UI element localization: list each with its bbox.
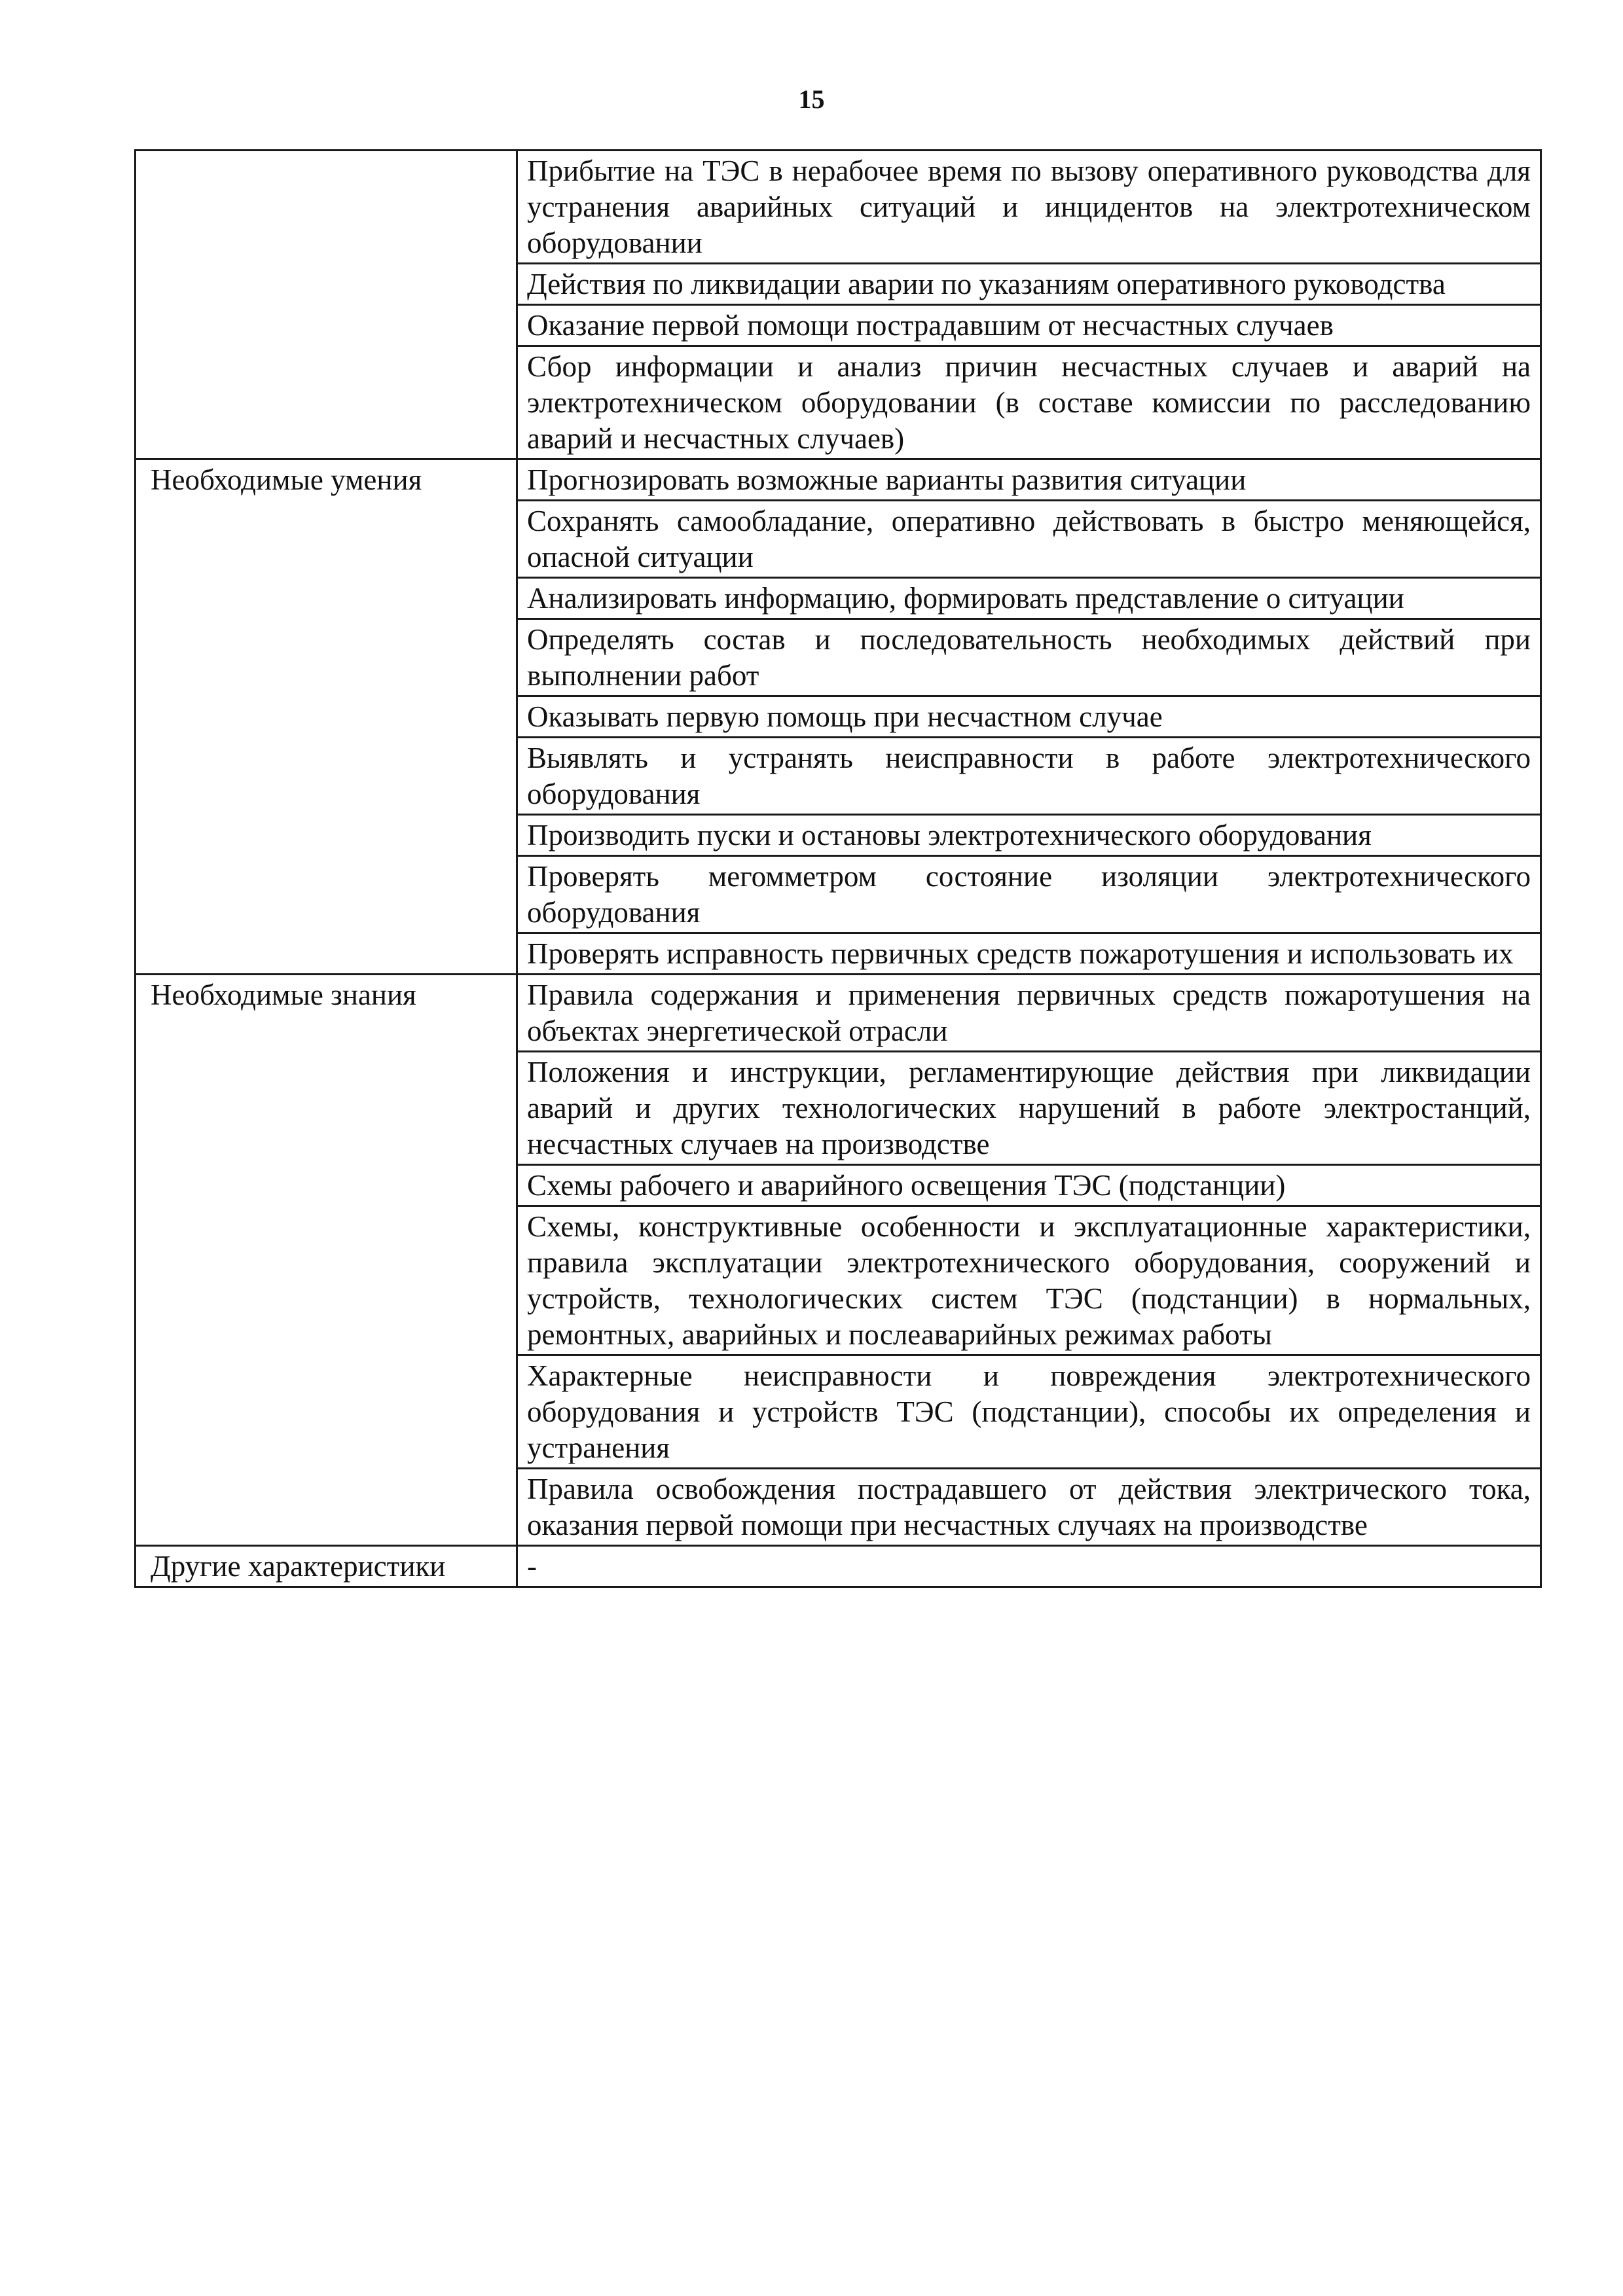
section-item: Схемы рабочего и аварийного освещения ТЭС (подстанции) xyxy=(517,1165,1541,1206)
section-label: Необходимые знания xyxy=(136,975,517,1546)
table-row xyxy=(136,975,1541,1052)
section-item: Действия по ликвидации аварии по указаниям оперативного руководства xyxy=(517,264,1541,305)
requirements-table-body xyxy=(136,151,1541,1587)
requirements-table xyxy=(134,149,1542,1588)
section-item: Выявлять и устранять неисправности в работе электротехнического оборудования xyxy=(517,738,1541,815)
page-number: 15 xyxy=(798,84,825,114)
section-item: Прогнозировать возможные варианты развития ситуации xyxy=(517,459,1541,501)
section-item: Характерные неисправности и повреждения электротехнического оборудования и устройств ТЭС (подстанции), способы их определения и устранения xyxy=(517,1355,1541,1469)
section-label: Другие характеристики xyxy=(136,1546,517,1587)
section-item: Оказывать первую помощь при несчастном случае xyxy=(517,696,1541,738)
section-item: Определять состав и последовательность необходимых действий при выполнении работ xyxy=(517,619,1541,696)
section-item: Оказание первой помощи пострадавшим от несчастных случаев xyxy=(517,305,1541,346)
table-row xyxy=(136,151,1541,264)
section-item: Проверять исправность первичных средств пожаротушения и использовать их xyxy=(517,933,1541,975)
section-item: Правила освобождения пострадавшего от действия электрического тока, оказания первой помощи при несчастных случаях на производстве xyxy=(517,1469,1541,1546)
section-item: Положения и инструкции, регламентирующие действия при ликвидации аварий и других технологических нарушений в работе электростанций, несчастных случаев на производстве xyxy=(517,1052,1541,1165)
section-label xyxy=(136,151,517,459)
section-item: Производить пуски и остановы электротехнического оборудования xyxy=(517,815,1541,856)
table-row xyxy=(136,459,1541,501)
table-row xyxy=(136,1546,1541,1587)
section-item: Сохранять самообладание, оперативно действовать в быстро меняющейся, опасной ситуации xyxy=(517,501,1541,578)
section-item: Правила содержания и применения первичных средств пожаротушения на объектах энергетической отрасли xyxy=(517,975,1541,1052)
section-item: Сбор информации и анализ причин несчастных случаев и аварий на электротехническом оборудовании (в составе комиссии по расследованию аварий и несчастных случаев) xyxy=(517,346,1541,459)
section-item: Прибытие на ТЭС в нерабочее время по вызову оперативного руководства для устранения аварийных ситуаций и инцидентов на электротехническом оборудовании xyxy=(517,151,1541,264)
section-label: Необходимые умения xyxy=(136,459,517,975)
section-item: Схемы, конструктивные особенности и эксплуатационные характеристики, правила эксплуатации электротехнического оборудования, сооружений и устройств, технологических систем ТЭС (подстанции) в нормальных, ремонтных, аварийных и послеаварийных режимах работы xyxy=(517,1206,1541,1355)
section-item: Анализировать информацию, формировать представление о ситуации xyxy=(517,578,1541,619)
section-item: Проверять мегомметром состояние изоляции электротехнического оборудования xyxy=(517,856,1541,933)
section-item: - xyxy=(517,1546,1541,1587)
